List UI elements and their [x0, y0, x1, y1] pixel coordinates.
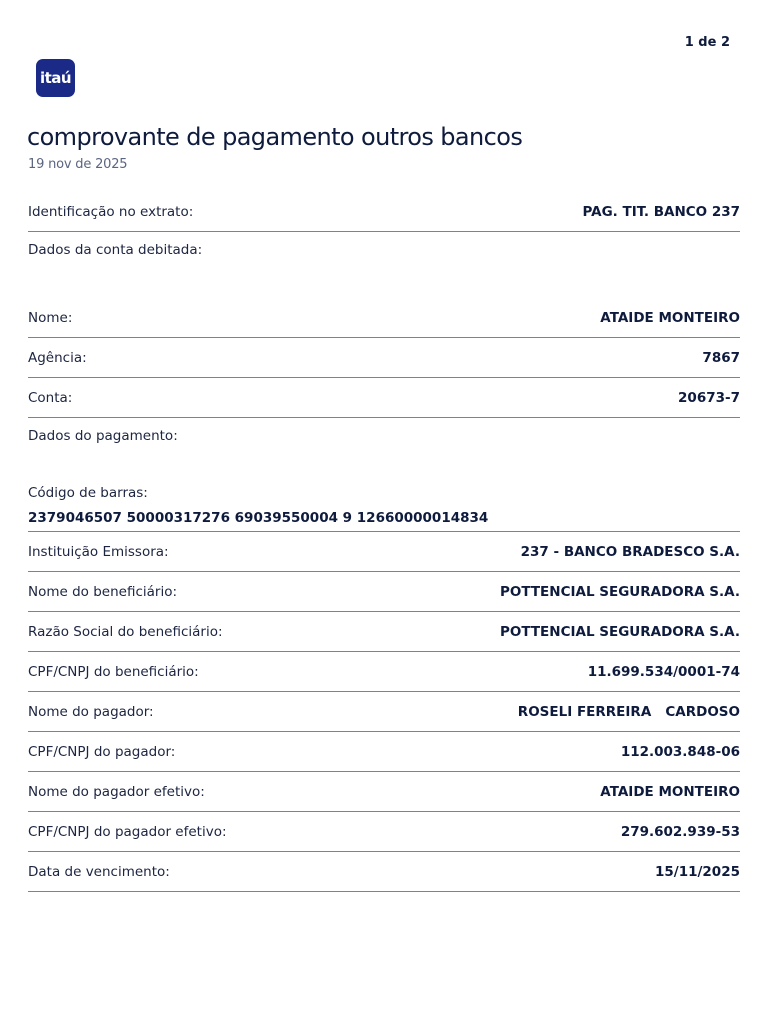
conta-value: 20673-7 — [678, 389, 740, 406]
cpf-pagador-label: CPF/CNPJ do pagador: — [28, 743, 176, 760]
row-cpf-pagador-efetivo — [28, 812, 740, 852]
agencia-label: Agência: — [28, 349, 87, 366]
row-conta — [28, 378, 740, 418]
nome-value: ATAIDE MONTEIRO — [600, 309, 740, 326]
agencia-value: 7867 — [702, 349, 740, 366]
row-cpf-pagador — [28, 732, 740, 772]
razao-social-label: Razão Social do beneficiário: — [28, 623, 223, 640]
row-nome — [28, 298, 740, 338]
row-cnpj-beneficiario — [28, 652, 740, 692]
cnpj-beneficiario-label: CPF/CNPJ do beneficiário: — [28, 663, 199, 680]
row-data-vencimento — [28, 852, 740, 892]
cpf-pagador-efetivo-value: 279.602.939-53 — [620, 823, 740, 840]
nome-pagador-efetivo-label: Nome do pagador efetivo: — [28, 783, 205, 800]
row-nome-pagador-efetivo — [28, 772, 740, 812]
receipt-details — [28, 192, 740, 892]
row-agencia — [28, 338, 740, 378]
instituicao-label: Instituição Emissora: — [28, 543, 169, 560]
row-nome-beneficiario — [28, 572, 740, 612]
barcode-block — [28, 484, 740, 532]
nome-pagador-label: Nome do pagador: — [28, 703, 154, 720]
identificacao-label: Identificação no extrato: — [28, 203, 194, 220]
receipt-date: 19 nov de 2025 — [28, 157, 128, 172]
row-identificacao — [28, 192, 740, 232]
cpf-pagador-efetivo-label: CPF/CNPJ do pagador efetivo: — [28, 823, 227, 840]
nome-label: Nome: — [28, 309, 73, 326]
row-razao-social-beneficiario — [28, 612, 740, 652]
nome-pagador-value: ROSELI FERREIRA CARDOSO — [517, 703, 740, 720]
instituicao-value: 237 - BANCO BRADESCO S.A. — [520, 543, 740, 560]
section-heading-conta-debitada: Dados da conta debitada: — [28, 242, 203, 258]
cpf-pagador-value: 112.003.848-06 — [620, 743, 740, 760]
row-instituicao-emissora — [28, 532, 740, 572]
conta-label: Conta: — [28, 389, 73, 406]
barcode-label: Código de barras: — [28, 485, 148, 501]
nome-beneficiario-value: POTTENCIAL SEGURADORA S.A. — [499, 583, 740, 600]
cnpj-beneficiario-value: 11.699.534/0001-74 — [587, 663, 740, 680]
nome-pagador-efetivo-value: ATAIDE MONTEIRO — [600, 783, 740, 800]
row-nome-pagador — [28, 692, 740, 732]
razao-social-value: POTTENCIAL SEGURADORA S.A. — [499, 623, 740, 640]
data-vencimento-label: Data de vencimento: — [28, 863, 170, 880]
nome-beneficiario-label: Nome do beneficiário: — [28, 583, 178, 600]
page-title: comprovante de pagamento outros bancos — [27, 123, 523, 151]
itau-logo — [36, 59, 75, 97]
identificacao-value: PAG. TIT. BANCO 237 — [582, 203, 740, 220]
section-heading-pagamento: Dados do pagamento: — [28, 428, 178, 444]
page-indicator: 1 de 2 — [684, 35, 730, 50]
logo-text: itaú — [39, 69, 72, 87]
data-vencimento-value: 15/11/2025 — [654, 863, 740, 880]
barcode-value: 2379046507 50000317276 69039550004 9 12660000014834 — [28, 510, 489, 526]
